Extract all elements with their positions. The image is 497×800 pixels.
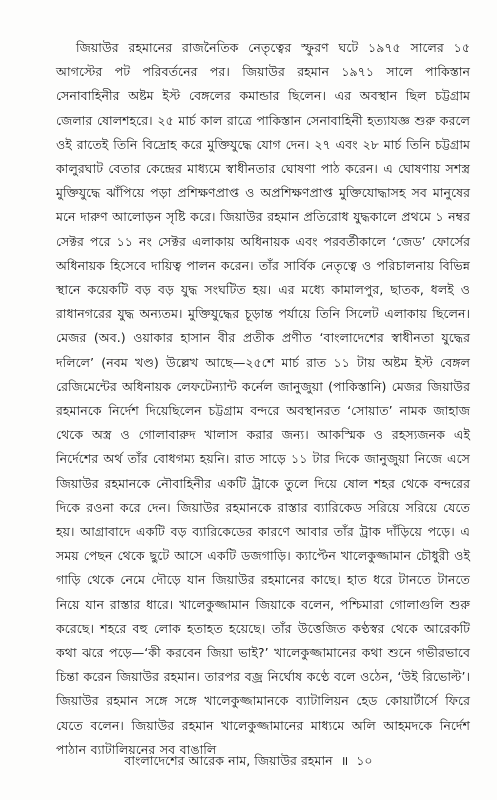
page-footer [0, 752, 497, 770]
page-number: ১০ [356, 753, 373, 768]
body-paragraph [56, 36, 470, 762]
paragraph-text: জিয়াউর রহমানের রাজনৈতিক নেতৃত্বের স্ফুরণ ঘটে ১৯৭৫ সালের ১৫ আগস্টের পট পরিবর্তনের পর। জিয়াউর রহমান ১৯৭১ সালে পাকিস্তান সেনাবাহিনীর অষ্টম ইস্ট বেঙ্গলের কমান্ডার ছিলেন। এর অবস্থান ছিল চট্টগ্রাম জেলার ষোলশহরে। ২৫ মার্চ কাল রাত্রে পাকিস্তান সেনাবাহিনী হত্যাযজ্ঞ শুরু করলে ওই রাতেই তিনি বিদ্রোহ করে মুক্তিযুদ্ধে যোগ দেন। ২৭ এবং ২৮ মার্চ তিনি চট্টগ্রাম কালুরঘাট বেতার কেন্দ্রের মাধ্যমে স্বাধীনতার ঘোষণা পাঠ করেন। এ ঘোষণায় সশস্ত্র মুক্তিযুদ্ধে ঝাঁপিয়ে পড়া প্রশিক্ষণপ্রাপ্ত ও অপ্রশিক্ষণপ্রাপ্ত মুক্তিযোদ্ধাসহ সব মানুষের মনে দারুণ আলোড়ন সৃষ্টি করে। জিয়াউর রহমান প্রতিরোধ যুদ্ধকালে প্রথমে ১ নম্বর সেক্টর পরে ১১ নং সেক্টর এলাকায় অধিনায়ক এবং পরবর্তীকালে ‘জেড’ ফোর্সের অধিনায়ক হিসেবে দায়িত্ব পালন করেন। তাঁর সার্বিক নেতৃত্বে ও পরিচালনায় বিভিন্ন স্থানে কয়েকটি বড় বড় যুদ্ধ সংঘটিত হয়। এর মধ্যে কামালপুর, ছাতক, ধলই ও রাধানগরের যুদ্ধ অন্যতম। মুক্তিযুদ্ধের চূড়ান্ত পর্যায়ে তিনি সিলেট এলাকায় ছিলেন। মেজর (অব.) ওয়াকার হাসান বীর প্রতীক প্রণীত ‘বাংলাদেশের স্বাধীনতা যুদ্ধের দলিলে’ (নবম খণ্ড) উল্লেখ আছে—২৫শে মার্চ রাত ১১ টায় অষ্টম ইস্ট বেঙ্গল রেজিমেন্টের অধিনায়ক লেফটেন্যান্ট কর্নেল জানুজুয়া (পাকিস্তানি) মেজর জিয়াউর রহমানকে নির্দেশ দিয়েছিলেন চট্টগ্রাম বন্দরে অবস্থানরত ‘সোয়াত’ নামক জাহাজ থেকে অস্ত্র ও গোলাবারুদ খালাস করার জন্য। আকস্মিক ও রহস্যজনক এই নির্দেশের অর্থ তাঁর বোধগম্য হয়নি। রাত সাড়ে ১১ টার দিকে জানুজুয়া নিজে এসে জিয়াউর রহমানকে নৌবাহিনীর একটি ট্রাকে তুলে দিয়ে ষোল শহর থেকে বন্দরের দিকে রওনা করে দেন। জিয়াউর রহমানকে রাস্তার ব্যারিকেড সরিয়ে সরিয়ে যেতে হয়। আগ্রাবাদে একটি বড় ব্যারিকেডের কারণে আবার তাঁর ট্রাক দাঁড়িয়ে পড়ে। এ সময় পেছন থেকে ছুটে আসে একটি ডজগাড়ি। ক্যাপ্টেন খালেকুজ্জামান চৌধুরী ওই গাড়ি থেকে নেমে দৌড়ে যান জিয়াউর রহমানের কাছে। হাত ধরে টানতে টানতে নিয়ে যান রাস্তার ধারে। খালেকুজ্জামান জিয়াকে বলেন, পশ্চিমারা গোলাগুলি শুরু করেছে। শহরে বহু লোক হতাহত হয়েছে। তাঁর উত্তেজিত কণ্ঠস্বর থেকে আরেকটি কথা ঝরে পড়ে—‘কী করবেন জিয়া ভাই?’ খালেকুজ্জামানের কথা শুনে গভীরভাবে চিন্তা করেন জিয়াউর রহমান। তারপর বজ্র নির্ঘোষ কণ্ঠে বলে ওঠেন, ‘উই রিভোল্ট’। জিয়াউর রহমান সঙ্গে সঙ্গে খালেকুজ্জামানকে ব্যাটালিয়ন হেড কোয়ার্টার্সে ফিরে যেতে বলেন। জিয়াউর রহমান খালেকুজ্জামানের মাধ্যমে অলি আহমদকে নির্দেশ পাঠান ব্যাটালিয়নের সব বাঙালি [56, 40, 470, 757]
footer-separator: ॥ [340, 753, 349, 768]
running-title: বাংলাদেশের আরেক নাম, জিয়াউর রহমান [124, 753, 333, 768]
